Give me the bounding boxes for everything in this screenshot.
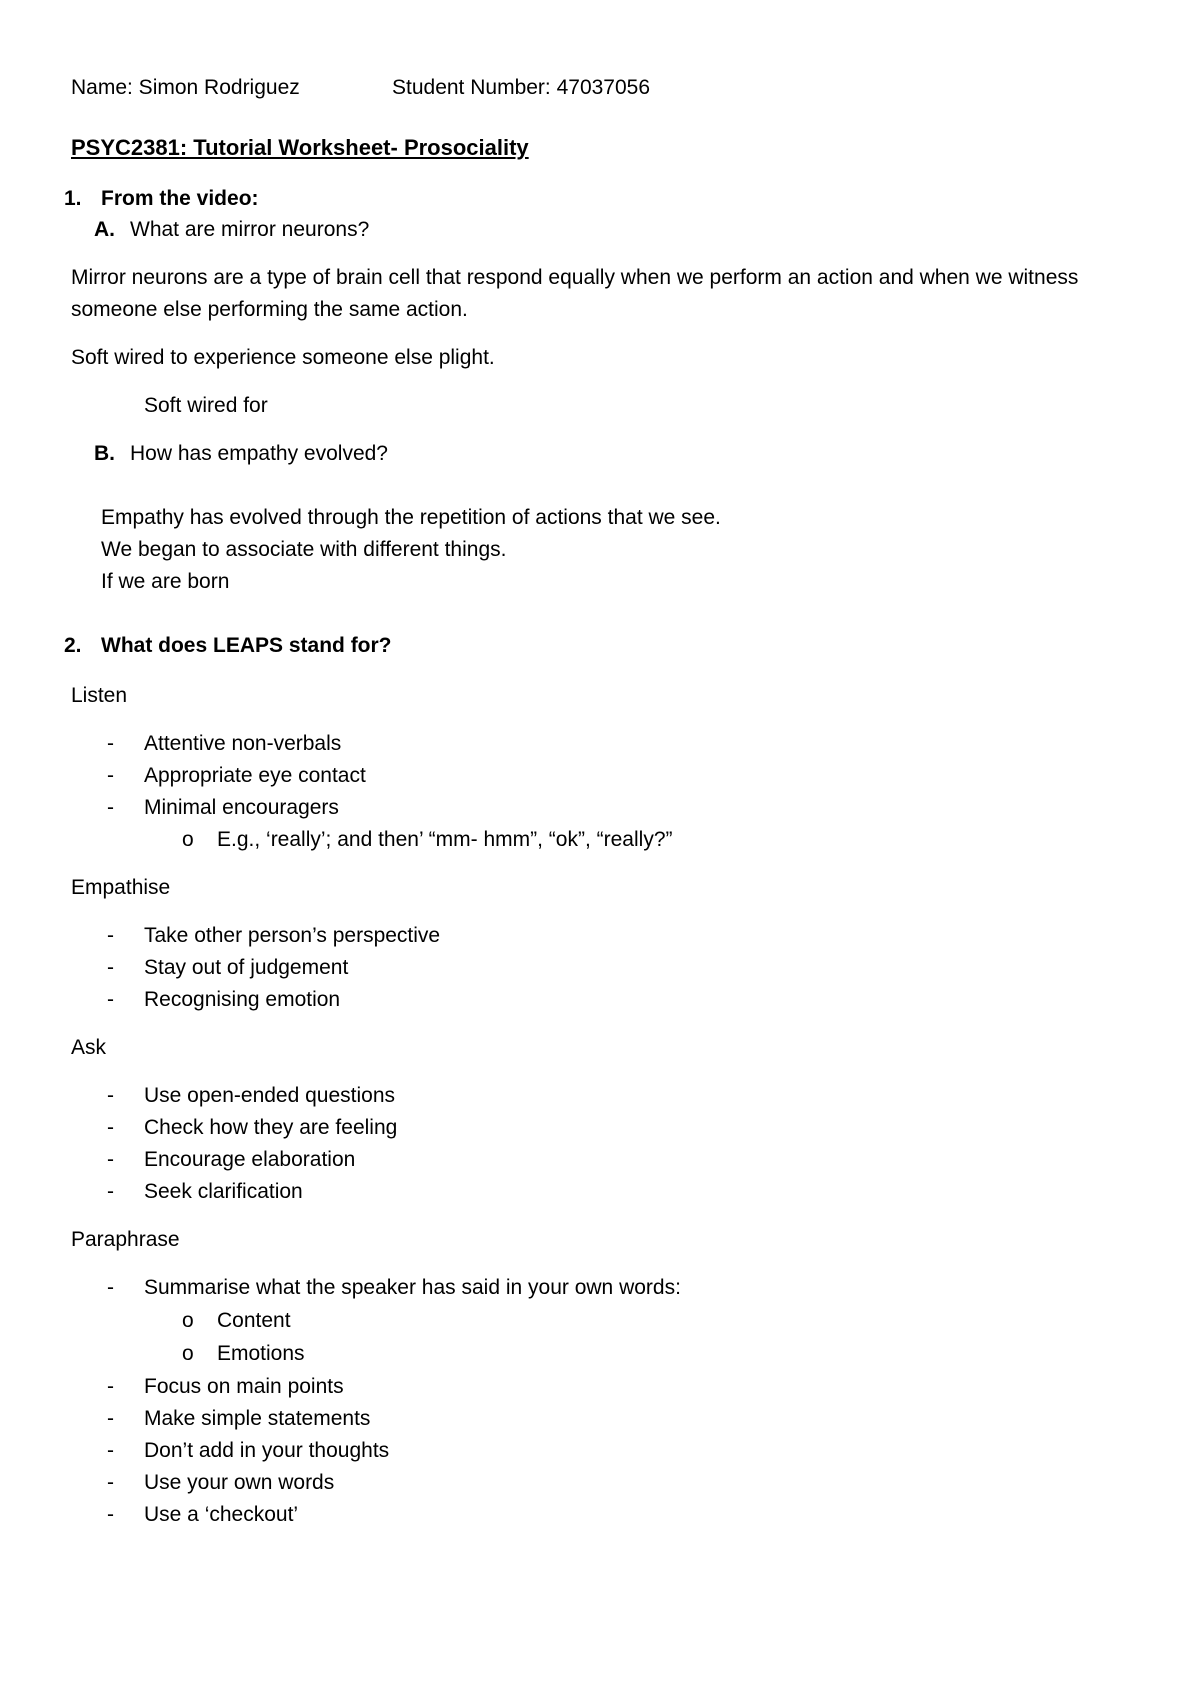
- paraphrase-sub-item: Emotions: [217, 1342, 305, 1365]
- paraphrase-sub-item: Content: [217, 1309, 291, 1332]
- ask-item: Use open-ended questions: [144, 1084, 396, 1107]
- paraphrase-heading: Paraphrase: [71, 1228, 180, 1251]
- listen-item: Minimal encouragers: [144, 796, 339, 819]
- paraphrase-item: Don’t add in your thoughts: [144, 1439, 390, 1462]
- empathise-item: Recognising emotion: [144, 988, 341, 1011]
- q2-number: 2.: [64, 634, 82, 657]
- q1b-answer-line: Empathy has evolved through the repetition of actions that we see.: [101, 506, 721, 529]
- bullet-circle: o: [182, 1309, 194, 1332]
- listen-item: Appropriate eye contact: [144, 764, 366, 787]
- ask-heading: Ask: [71, 1036, 107, 1059]
- empathise-item: Take other person’s perspective: [144, 924, 441, 947]
- bullet-circle: o: [182, 1342, 194, 1365]
- q1a-note: Soft wired for: [144, 394, 268, 417]
- page-title: PSYC2381: Tutorial Worksheet- Prosociality: [71, 135, 529, 160]
- ask-item: Seek clarification: [144, 1180, 303, 1203]
- bullet-dash: -: [107, 1471, 114, 1494]
- listen-sub-item: E.g., ‘really’; and then’ “mm- hmm”, “ok”, “really?”: [217, 828, 673, 851]
- q1b-letter: B.: [94, 442, 115, 465]
- ask-item: Encourage elaboration: [144, 1148, 356, 1171]
- q1b-answer-line: If we are born: [101, 570, 230, 593]
- q1b-question: How has empathy evolved?: [130, 442, 388, 465]
- bullet-dash: -: [107, 956, 114, 979]
- listen-item: Attentive non-verbals: [144, 732, 342, 755]
- bullet-dash: -: [107, 1503, 114, 1526]
- bullet-dash: -: [107, 1439, 114, 1462]
- q1b-answer-line: We began to associate with different things.: [101, 538, 507, 561]
- empathise-heading: Empathise: [71, 876, 171, 899]
- student-name: Name: Simon Rodriguez: [71, 76, 300, 99]
- bullet-dash: -: [107, 1276, 114, 1299]
- bullet-circle: o: [182, 828, 194, 851]
- bullet-dash: -: [107, 764, 114, 787]
- bullet-dash: -: [107, 1375, 114, 1398]
- q2-heading: What does LEAPS stand for?: [101, 634, 392, 657]
- paraphrase-item: Use a ‘checkout’: [144, 1503, 299, 1526]
- bullet-dash: -: [107, 1116, 114, 1139]
- paraphrase-item: Use your own words: [144, 1471, 335, 1494]
- q1a-note: Soft wired to experience someone else plight.: [71, 346, 495, 369]
- student-number: Student Number: 47037056: [392, 76, 651, 99]
- bullet-dash: -: [107, 1407, 114, 1430]
- ask-item: Check how they are feeling: [144, 1116, 398, 1139]
- bullet-dash: -: [107, 924, 114, 947]
- paraphrase-item: Focus on main points: [144, 1375, 344, 1398]
- q1a-letter: A.: [94, 218, 115, 241]
- q1a-question: What are mirror neurons?: [130, 218, 370, 241]
- bullet-dash: -: [107, 1148, 114, 1171]
- q1a-answer-line: someone else performing the same action.: [71, 298, 468, 321]
- empathise-item: Stay out of judgement: [144, 956, 349, 979]
- q1-number: 1.: [64, 187, 82, 210]
- bullet-dash: -: [107, 1084, 114, 1107]
- q1a-answer-line: Mirror neurons are a type of brain cell that respond equally when we perform an action and when we witness: [71, 266, 1079, 289]
- paraphrase-item: Make simple statements: [144, 1407, 371, 1430]
- listen-heading: Listen: [71, 684, 128, 707]
- bullet-dash: -: [107, 988, 114, 1011]
- bullet-dash: -: [107, 1180, 114, 1203]
- bullet-dash: -: [107, 796, 114, 819]
- bullet-dash: -: [107, 732, 114, 755]
- paraphrase-item: Summarise what the speaker has said in your own words:: [144, 1276, 681, 1299]
- q1-heading: From the video:: [101, 187, 259, 210]
